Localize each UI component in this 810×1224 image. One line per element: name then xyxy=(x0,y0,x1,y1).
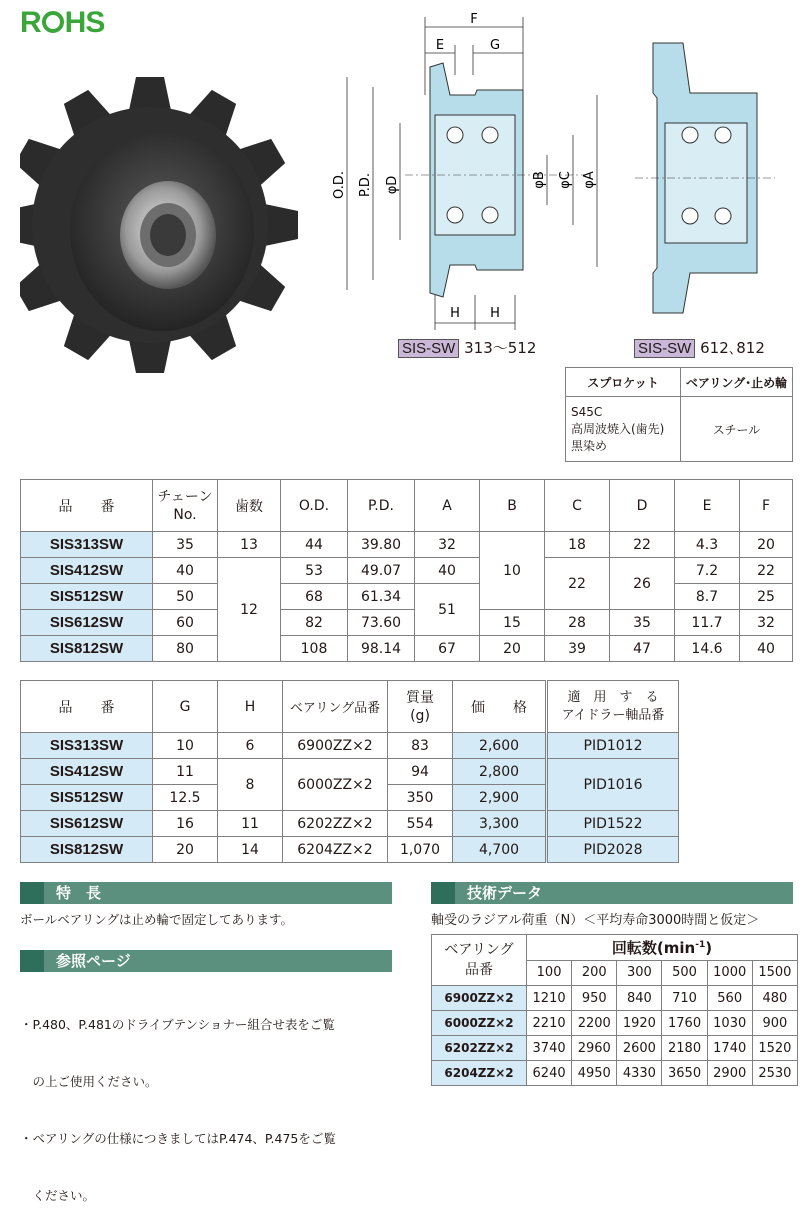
t1-head-pd: P.D. xyxy=(348,480,415,532)
dim-a-label: φA xyxy=(582,171,597,189)
t2-head-h: H xyxy=(218,681,283,733)
t1-head-a: A xyxy=(415,480,480,532)
table-row: 6000ZZ×2 2210 2200 1920 1760 1030 900 xyxy=(432,1011,798,1036)
dim-d-label: φD xyxy=(385,175,400,195)
t1-head-e: E xyxy=(675,480,740,532)
table-row: SIS412SW 40 12 53 49.07 40 22 26 7.2 22 xyxy=(21,558,793,584)
t1-head-b: B xyxy=(480,480,545,532)
dim-b-label: φB xyxy=(532,171,547,189)
caption-left-tag: SIS-SW xyxy=(398,339,459,358)
caption-right-tag: SIS-SW xyxy=(634,339,695,358)
caption-right xyxy=(634,337,765,358)
table-row: 6202ZZ×2 3740 2960 2600 2180 1740 1520 xyxy=(432,1036,798,1061)
spec-table-1 xyxy=(20,479,793,662)
table-row: SIS612SW 16 11 6202ZZ×2 554 3,300 PID1522 xyxy=(21,811,679,837)
reference-heading: 参照ページ xyxy=(20,950,392,972)
table-row: SIS512SW 50 68 61.34 51 8.7 25 xyxy=(21,584,793,610)
reference-text: ・P.480、P.481のドライブテンショナー組合せ表をご覧 の上ご使用ください。 ・ベアリングの仕様につきましてはP.474、P.475をご覧 ください。 xyxy=(20,1017,336,1203)
dim-e-label: E xyxy=(435,38,445,53)
material-bearing-cell: スチール xyxy=(681,397,793,462)
table-row: 6204ZZ×2 6240 4950 4330 3650 2900 2530 xyxy=(432,1061,798,1086)
tech-heading-tab xyxy=(431,882,455,904)
table-row: SIS313SW 10 6 6900ZZ×2 83 2,600 PID1012 xyxy=(21,733,679,759)
t2-head-g: G xyxy=(153,681,218,733)
section-drawing-left xyxy=(325,5,625,340)
dim-pd-label: P.D. xyxy=(358,172,373,198)
table-row: SIS812SW 80 108 98.14 67 20 39 47 14.6 40 xyxy=(21,636,793,662)
t2-head-pn: 品 番 xyxy=(21,681,153,733)
caption-right-range: 612､812 xyxy=(700,339,765,357)
dim-od-label: O.D. xyxy=(332,171,347,199)
table-row: 6900ZZ×2 1210 950 840 710 560 480 xyxy=(432,986,798,1011)
t1-head-teeth: 歯数 xyxy=(218,480,281,532)
dim-h-right-label: H xyxy=(490,306,500,321)
rohs-o-circle xyxy=(42,11,64,33)
features-text: ボールベアリングは止め輪で固定してあります。 xyxy=(20,912,294,927)
t2-head-pid: 適 用 す る アイドラー軸品番 xyxy=(547,681,679,733)
features-heading: 特 長 xyxy=(20,882,392,904)
dim-c-label: φC xyxy=(558,171,573,189)
dim-h-left-label: H xyxy=(450,306,460,321)
t2-head-price: 価 格 xyxy=(453,681,547,733)
t2-head-mass: 質量 (g) xyxy=(388,681,453,733)
t1-head-d: D xyxy=(610,480,675,532)
dim-f-label: F xyxy=(470,12,478,27)
table-row: SIS812SW 20 14 6204ZZ×2 1,070 4,700 PID2028 xyxy=(21,837,679,863)
tech-heading: 技術データ xyxy=(431,882,793,904)
features-heading-tab xyxy=(20,882,44,904)
tech-table: ベアリング 品番 回転数$(\min^{-1})$ 100 200 300 500 1000 1500 6900ZZ×2 1210 950 840 710 560 480 6000ZZ×2 2210 2200 1920 1760 1030 900 6202ZZ×2 3740 2960 2600 2180 1740 1520 6204ZZ×2 6240 4950 4330 3650 2900 2530 xyxy=(431,934,798,1086)
t1-head-c: C xyxy=(545,480,610,532)
sprocket-photo xyxy=(20,60,320,390)
tech-subtitle: 軸受のラジアル荷重（N）＜平均寿命3000時間と仮定＞ xyxy=(431,913,760,928)
table-row: SIS612SW 60 82 73.60 15 28 35 11.7 32 xyxy=(21,610,793,636)
table-row: SIS512SW 12.5 350 2,900 xyxy=(21,785,679,811)
material-table xyxy=(565,367,793,462)
t1-head-pn: 品 番 xyxy=(21,480,153,532)
material-header-sprocket: スプロケット xyxy=(566,368,681,397)
t1-head-f: F xyxy=(740,480,793,532)
reference-heading-tab xyxy=(20,950,44,972)
table-row: SIS313SW 35 13 44 39.80 32 10 18 22 4.3 20 xyxy=(21,532,793,558)
t1-head-chain: チェーン No. xyxy=(153,480,218,532)
rohs-logo: R HS xyxy=(20,6,105,39)
table-row: SIS412SW 11 8 6000ZZ×2 94 2,800 PID1016 xyxy=(21,759,679,785)
t2-head-bearing: ベアリング品番 xyxy=(283,681,388,733)
material-sprocket-cell: S45C 高周波焼入(歯先) 黒染め xyxy=(566,397,681,462)
section-drawing-right xyxy=(635,38,775,318)
caption-left xyxy=(398,337,536,358)
tech-head-bearing: ベアリング 品番 xyxy=(432,935,527,986)
dim-g-label: G xyxy=(489,38,501,53)
material-header-bearing: ベアリング･止め輪 xyxy=(681,368,793,397)
spec-table-2 xyxy=(20,680,679,863)
t1-head-od: O.D. xyxy=(281,480,348,532)
caption-left-range: 313～512 xyxy=(464,339,537,357)
tech-head-rpm: 回転数$(\min^{-1})$ xyxy=(527,935,798,961)
